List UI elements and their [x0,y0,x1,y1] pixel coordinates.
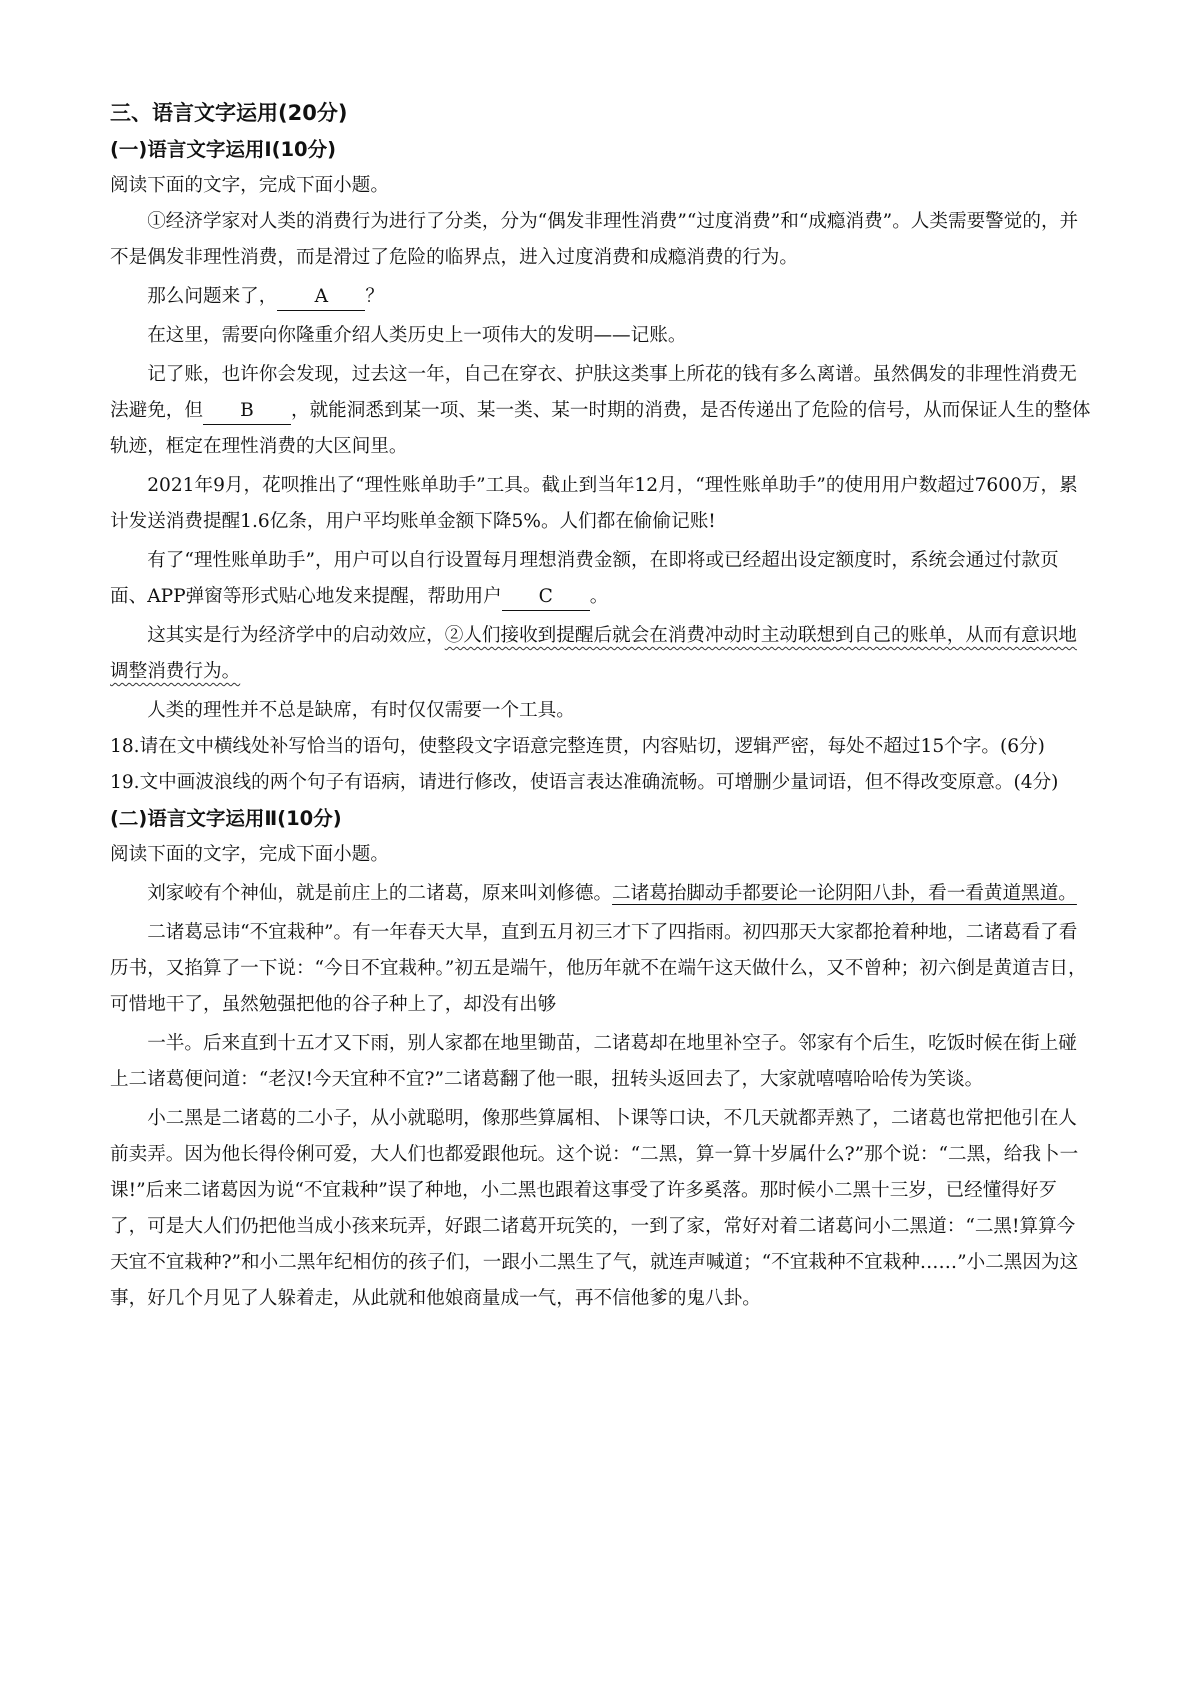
passage2-paragraph-1 [110,876,1092,912]
passage1-paragraph-4 [110,357,1092,465]
part1-instruction: 阅读下面的文字，完成下面小题。 [110,175,389,196]
passage1-paragraph-2 [110,279,1092,315]
p4-text: 记了账，也许你会发现，过去这一年，自己在穿衣、护肤这类事上所花的钱有多么离谱。虽然偶发的非理性消费无法避免，但 [110,364,1077,421]
passage2-paragraph-4: 小二黑是二诸葛的二小子，从小就聪明，像那些算属相、卜课等口诀，不几天就都弄熟了，二诸葛也常把他引在人前卖弄。因为他长得伶俐可爱，大人们也都爱跟他玩。这个说：“二黑，算一算十岁属什么?”那个说：“二黑，给我卜一课!”后来二诸葛因为说“不宜栽种”误了种地，小二黑也跟着这事受了许多奚落。那时候小二黑十三岁，已经懂得好歹了，可是大人们仍把他当成小孩来玩弄，好跟二诸葛开玩笑的，一到了家，常好对着二诸葛问小二黑道：“二黑!算算今天宜不宜栽种?”和小二黑年纪相仿的孩子们，一跟小二黑生了气，就连声喊道；“不宜栽种不宜栽种……”小二黑因为这事，好几个月见了人躲着走，从此就和他娘商量成一气，再不信他爹的鬼八卦。 [110,1108,1079,1309]
passage1-paragraph-6 [110,543,1092,615]
passage1-paragraph-3: 在这里，需要向你隆重介绍人类历史上一项伟大的发明——记账。 [147,325,687,346]
part2-instruction: 阅读下面的文字，完成下面小题。 [110,844,389,865]
passage1-paragraph-1: ①经济学家对人类的消费行为进行了分类，分为“偶发非理性消费”“过度消费”和“成瘾消费”。人类需要警觉的，并不是偶发非理性消费，而是滑过了危险的临界点，进入过度消费和成瘾消费的行为。 [110,211,1079,268]
passage1-paragraph-7 [110,618,1092,690]
part1-heading: (一)语言文字运用Ⅰ(10分) [110,138,337,161]
p4-tail: ，就能洞悉到某一项、某一类、某一时期的消费，是否传递出了危险的信号，从而保证人生的整体轨迹，框定在理性消费的大区间里。 [110,400,1091,457]
underlined-sentence: 二诸葛抬脚动手都要论一论阴阳八卦，看一看黄道黑道。 [612,883,1077,904]
blank-b[interactable]: B [203,398,291,425]
passage2-paragraph-3: 一半。后来直到十五才又下雨，别人家都在地里锄苗，二诸葛却在地里补空子。邻家有个后生，吃饭时候在街上碰上二诸葛便问道：“老汉!今天宜种不宜?”二诸葛翻了他一眼，扭转头返回去了，大家就嘻嘻哈哈传为笑谈。 [110,1033,1077,1090]
passage2-paragraph-2: 二诸葛忌讳“不宜栽种”。有一年春天大旱，直到五月初三才下了四指雨。初四那天大家都抢着种地，二诸葛看了看历书，又掐算了一下说：“今日不宜栽种。”初五是端午，他历年就不在端午这天做什么，又不曾种；初六倒是黄道吉日，可惜地干了，虽然勉强把他的谷子种上了，却没有出够 [110,922,1087,1015]
p6-tail: 。 [589,586,609,607]
p2-tail: ？ [365,286,384,307]
wavy-sentence-2: ②人们接收到提醒后就会在消费冲动时主动联想到自己的账单，从而有意识地调整消费行为。 [110,625,1077,682]
question-18: 18.请在文中横线处补写恰当的语句，使整段文字语意完整连贯，内容贴切，逻辑严密，每处不超过15个字。(6分) [110,736,1045,757]
p7-text: 这其实是行为经济学中的启动效应， [147,625,445,646]
question-19: 19.文中画波浪线的两个句子有语病，请进行修改，使语言表达准确流畅。可增删少量词语，但不得改变原意。(4分) [110,772,1059,793]
passage1-paragraph-8: 人类的理性并不总是缺席，有时仅仅需要一个工具。 [147,700,575,721]
blank-a[interactable]: A [277,284,365,311]
section-title: 三、语言文字运用(20分) [110,101,348,125]
p2-1-text: 刘家峧有个神仙，就是前庄上的二诸葛，原来叫刘修德。 [147,883,613,904]
blank-c[interactable]: C [502,584,590,611]
part2-heading: (二)语言文字运用Ⅱ(10分) [110,807,342,830]
p2-text: 那么问题来了， [147,286,278,307]
passage1-paragraph-5: 2021年9月，花呗推出了“理性账单助手”工具。截止到当年12月，“理性账单助手”的使用用户数超过7600万，累计发送消费提醒1.6亿条，用户平均账单金额下降5%。人们都在偷偷记账! [110,475,1078,532]
p6-text: 有了“理性账单助手”，用户可以自行设置每月理想消费金额，在即将或已经超出设定额度时，系统会通过付款页面、APP弹窗等形式贴心地发来提醒，帮助用户 [110,550,1059,607]
